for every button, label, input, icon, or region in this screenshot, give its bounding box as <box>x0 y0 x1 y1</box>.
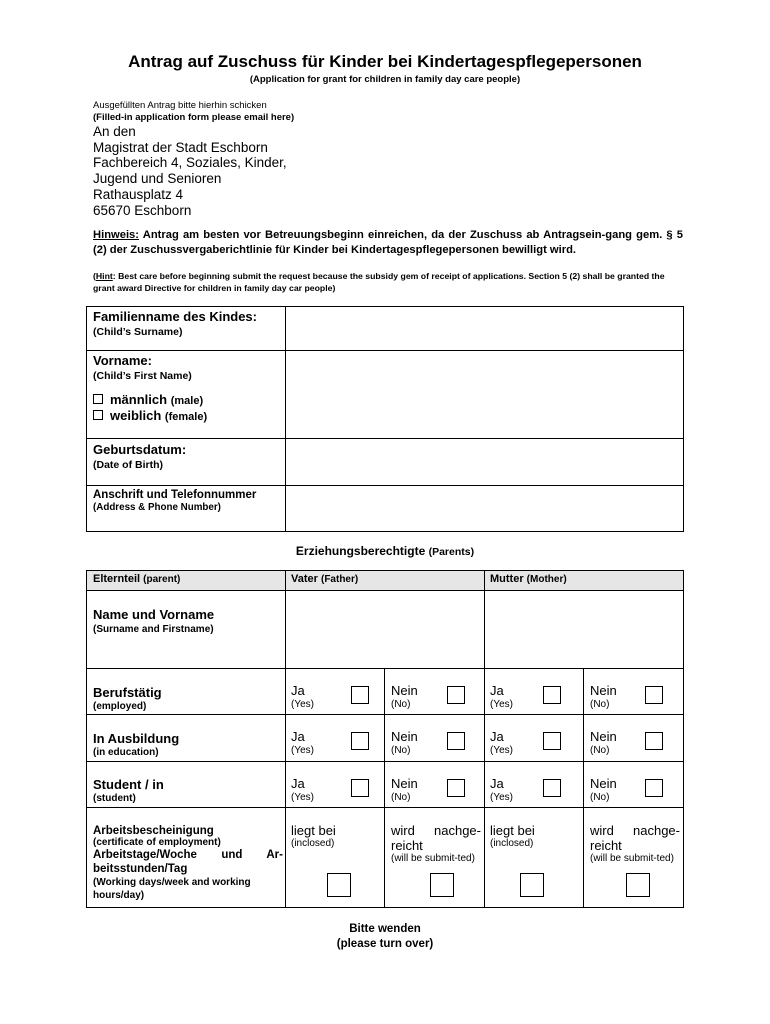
mother-student-yes: Ja (Yes) <box>490 776 513 803</box>
employed-label: Berufstätig (employed) <box>93 685 162 712</box>
father-education-yes: Ja (Yes) <box>291 729 314 756</box>
certificate-label: Arbeitsbescheinigung (certificate of employment) Arbeitstage/Woche und Ar-beitsstunden/Tag (Working days/week and working hours/day) <box>93 825 283 901</box>
female-option[interactable]: weiblich (female) <box>93 408 207 423</box>
surname-label: Familienname des Kindes: (Child’s Surname) <box>93 309 257 338</box>
father-employed-no: Nein (No) <box>391 683 418 710</box>
father-education-no: Nein (No) <box>391 729 418 756</box>
surname-field[interactable] <box>286 307 682 350</box>
checkbox-mother-employed-yes[interactable] <box>543 686 561 704</box>
send-note: Ausgefüllten Antrag bitte hierhin schicken <box>93 100 267 111</box>
checkbox-father-cert-enclosed[interactable] <box>327 873 351 897</box>
checkbox-mother-student-no[interactable] <box>645 779 663 797</box>
hint-de <box>93 228 683 257</box>
address-phone-field[interactable] <box>286 486 682 530</box>
checkbox-female[interactable] <box>93 410 103 420</box>
address-line: 65670 Eschborn <box>93 202 192 218</box>
checkbox-mother-student-yes[interactable] <box>543 779 561 797</box>
table-divider <box>87 668 683 669</box>
col-mother: Mutter (Mother) <box>490 573 567 585</box>
page-footer: Bitte wenden (please turn over) <box>336 923 434 950</box>
mother-name-field[interactable] <box>485 591 682 668</box>
address-line: An den <box>93 124 136 139</box>
checkbox-male[interactable] <box>93 394 103 404</box>
father-name-field[interactable] <box>286 591 483 668</box>
checkbox-father-student-no[interactable] <box>447 779 465 797</box>
table-divider <box>384 668 385 907</box>
checkbox-mother-cert-later[interactable] <box>626 873 650 897</box>
parents-table <box>86 570 684 908</box>
address-line: Magistrat der Stadt Eschborn <box>93 139 268 155</box>
address-phone-label: Anschrift und Telefonnummer (Address & Phone Number) <box>93 489 257 513</box>
father-cert-enclosed: liegt bei (inclosed) <box>291 823 336 849</box>
checkbox-father-education-no[interactable] <box>447 732 465 750</box>
table-divider <box>87 761 683 762</box>
checkbox-father-education-yes[interactable] <box>351 732 369 750</box>
hint-en: (Hint: Best care before beginning submit the request because the subsidy gem of receipt of applications. Section 5 (2) shall be granted the grant award Directive for children in family day car people) <box>93 271 665 293</box>
send-note-en: (Filled-in application form please email here) <box>93 112 295 123</box>
checkbox-father-employed-no[interactable] <box>447 686 465 704</box>
father-employed-yes: Ja (Yes) <box>291 683 314 710</box>
student-label: Student / in (student) <box>93 777 164 804</box>
table-divider <box>87 714 683 715</box>
education-label: In Ausbildung (in education) <box>93 731 180 758</box>
table-divider <box>583 668 584 907</box>
checkbox-mother-employed-no[interactable] <box>645 686 663 704</box>
address-line: Jugend und Senioren <box>93 171 222 187</box>
checkbox-father-employed-yes[interactable] <box>351 686 369 704</box>
hint-label-en: Hint <box>95 271 113 281</box>
hint-text-en: : Best care before beginning submit the request because the subsidy gem of receipt of applications. Section 5 (2) shall be granted the grant award Directive for children in family day car people) <box>93 271 665 293</box>
firstname-field[interactable] <box>286 351 682 438</box>
recipient-address <box>93 124 287 218</box>
col-father: Vater (Father) <box>291 573 359 585</box>
mother-employed-no: Nein (No) <box>590 683 617 710</box>
hint-text: Antrag am besten vor Betreuungsbeginn einreichen, da der Zuschuss ab Antragsein-gang gem. § 5 (2) der Zuschussvergaberichtlinie für Kinder bei Kindertagespflegepersonen bewilligt wird. <box>93 229 683 256</box>
child-info-table <box>86 306 684 532</box>
mother-cert-later: wird nachge-reicht (will be submit-ted) <box>590 823 680 864</box>
address-line: Fachbereich 4, Soziales, Kinder, <box>93 155 287 171</box>
address-line: Rathausplatz 4 <box>93 186 184 202</box>
checkbox-father-cert-later[interactable] <box>430 873 454 897</box>
hint-label: Hinweis: <box>93 229 140 241</box>
father-cert-later: wird nachge-reicht (will be submit-ted) <box>391 823 481 864</box>
dob-field[interactable] <box>286 439 682 485</box>
father-student-yes: Ja (Yes) <box>291 776 314 803</box>
parents-heading: Erziehungsberechtigte (Parents) <box>295 544 475 558</box>
mother-student-no: Nein (No) <box>590 776 617 803</box>
dob-label: Geburtsdatum: (Date of Birth) <box>93 442 187 471</box>
table-divider <box>87 807 683 808</box>
mother-employed-yes: Ja (Yes) <box>490 683 513 710</box>
checkbox-mother-education-no[interactable] <box>645 732 663 750</box>
mother-education-yes: Ja (Yes) <box>490 729 513 756</box>
checkbox-mother-cert-enclosed[interactable] <box>520 873 544 897</box>
form-subtitle: (Application for grant for children in family day care people) <box>249 74 521 85</box>
name-label: Name und Vorname (Surname and Firstname) <box>93 607 215 635</box>
mother-cert-enclosed: liegt bei (inclosed) <box>490 823 535 849</box>
checkbox-mother-education-yes[interactable] <box>543 732 561 750</box>
firstname-label: Vorname: (Child’s First Name) männlich (male) weiblich (female) <box>93 353 208 423</box>
checkbox-father-student-yes[interactable] <box>351 779 369 797</box>
form-title: Antrag auf Zuschuss für Kinder bei Kindertagespflegepersonen <box>128 52 642 71</box>
male-option[interactable]: männlich (male) <box>93 392 207 407</box>
col-parent: Elternteil (parent) <box>93 573 181 585</box>
father-student-no: Nein (No) <box>391 776 418 803</box>
mother-education-no: Nein (No) <box>590 729 617 756</box>
